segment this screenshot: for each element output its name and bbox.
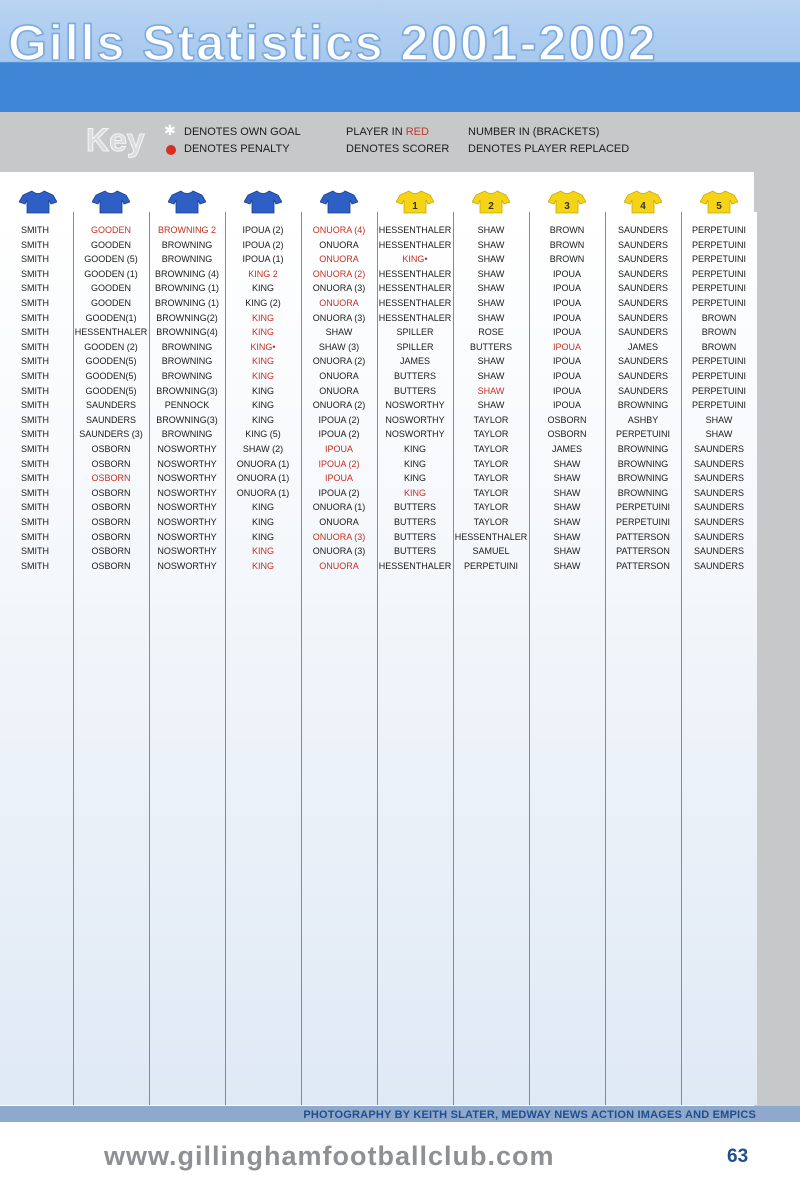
table-cell: GOODEN(5) xyxy=(85,371,137,381)
table-cell: BROWNING (4) xyxy=(155,268,219,279)
table-cell: SPILLER xyxy=(396,341,434,352)
table-cell: SAUNDERS xyxy=(85,400,136,411)
table-cell: BUTTERS xyxy=(393,502,436,513)
table-cell: KING xyxy=(251,546,274,557)
table-cell: PENNOCK xyxy=(164,400,210,411)
blue-shirt-icon xyxy=(244,190,282,214)
table-cell: SAUNDERS xyxy=(617,327,668,338)
blue-shirt-icon xyxy=(168,190,206,214)
table-cell: ONUORA xyxy=(319,254,359,265)
blue-shirt-icon xyxy=(92,190,130,214)
table-cell: KING xyxy=(251,312,274,323)
table-cell: KING xyxy=(251,371,274,381)
table-cell: BROWNING xyxy=(617,400,669,411)
yellow-shirt-icon xyxy=(700,190,738,214)
key-heading: Key xyxy=(86,122,145,158)
table-cell: BROWNING(4) xyxy=(156,327,218,338)
table-cell: GOODEN xyxy=(90,225,131,235)
table-cell: BROWNING xyxy=(617,444,669,454)
table-cell: KING xyxy=(251,517,274,527)
table-cell: KING• xyxy=(250,341,276,352)
table-cell: PERPETUINI xyxy=(691,298,746,308)
table-cell: SHAW xyxy=(553,487,581,498)
table-cell: PERPETUINI xyxy=(615,502,670,513)
table-cell: JAMES xyxy=(551,444,582,454)
key-number-in: NUMBER IN (BRACKETS) xyxy=(468,126,600,138)
blue-shirt-icon xyxy=(320,190,358,214)
table-cell: NOSWORTHY xyxy=(157,473,217,484)
table-cell: PATTERSON xyxy=(616,560,670,571)
table-cell: TAYLOR xyxy=(473,517,509,527)
table-cell: SHAW xyxy=(553,473,581,484)
table-cell: HESSENTHALER xyxy=(378,268,452,279)
table-cell: HESSENTHALER xyxy=(454,531,528,542)
table-cell: OSBORN xyxy=(91,458,131,469)
table-cell: HESSENTHALER xyxy=(378,312,452,323)
table-cell: GOODEN xyxy=(90,298,131,308)
table-cell: KING xyxy=(403,487,426,498)
table-cell: IPOUA xyxy=(552,400,581,411)
table-cell: SHAW xyxy=(553,502,581,513)
table-cell: SHAW xyxy=(477,298,505,308)
table-cell: KING xyxy=(251,356,274,367)
table-cell: SAUNDERS xyxy=(617,356,668,367)
page-title: Gills Statistics 2001-2002 xyxy=(8,15,658,71)
table-cell: IPOUA (2) xyxy=(318,458,360,469)
table-cell: NOSWORTHY xyxy=(157,458,217,469)
table-cell: IPOUA (2) xyxy=(242,225,284,235)
table-cell: NOSWORTHY xyxy=(157,487,217,498)
table-cell: IPOUA (2) xyxy=(242,239,284,250)
table-cell: SMITH xyxy=(21,268,49,279)
table-cell: ONUORA (1) xyxy=(236,458,290,469)
table-cell: TAYLOR xyxy=(473,487,509,498)
table-cell: IPOUA xyxy=(552,341,581,352)
table-cell: SAUNDERS xyxy=(617,268,668,279)
table-cell: KING xyxy=(403,444,426,454)
shirt-number: 1 xyxy=(412,201,418,212)
table-cell: ONUORA (2) xyxy=(312,268,366,279)
table-cell: BROWNING xyxy=(161,239,213,250)
table-cell: SAUNDERS xyxy=(85,414,136,425)
table-cell: TAYLOR xyxy=(473,473,509,484)
table-cell: NOSWORTHY xyxy=(157,517,217,527)
table-cell: GOODEN xyxy=(90,239,131,250)
table-cell: ROSE xyxy=(478,327,504,338)
table-cell: SHAW xyxy=(553,531,581,542)
table-cell: BUTTERS xyxy=(393,531,436,542)
table-cell: SHAW xyxy=(477,283,505,294)
table-cell: GOODEN xyxy=(90,283,131,294)
table-cell: ONUORA xyxy=(319,371,359,381)
table-cell: SAUNDERS xyxy=(693,473,744,484)
table-cell: KING (2) xyxy=(245,298,281,308)
table-cell: SAUNDERS xyxy=(617,371,668,381)
table-cell: TAYLOR xyxy=(473,502,509,513)
table-cell: ONUORA (3) xyxy=(312,312,366,323)
table-cell: GOODEN (2) xyxy=(84,341,138,352)
table-cell: BROWN xyxy=(549,254,585,265)
table-cell: SMITH xyxy=(21,487,49,498)
key-penalty: DENOTES PENALTY xyxy=(184,143,290,155)
table-cell: ASHBY xyxy=(627,414,659,425)
page-number: 63 xyxy=(727,1146,749,1167)
table-cell: SHAW xyxy=(477,385,505,396)
key-player-in-red xyxy=(346,126,429,138)
own-goal-star-icon: ✱ xyxy=(164,122,176,138)
table-cell: SHAW (3) xyxy=(318,341,360,352)
table-cell: ONUORA (2) xyxy=(312,400,366,411)
table-cell: OSBORN xyxy=(547,429,587,440)
table-cell: OSBORN xyxy=(91,517,131,527)
table-cell: SAUNDERS xyxy=(693,531,744,542)
table-cell: SMITH xyxy=(21,356,49,367)
table-cell: SMITH xyxy=(21,517,49,527)
table-cell: SMITH xyxy=(21,283,49,294)
table-cell: KING• xyxy=(402,254,428,265)
table-cell: SAMUEL xyxy=(472,546,510,557)
table-cell: BUTTERS xyxy=(393,385,436,396)
table-cell: BROWNING xyxy=(161,254,213,265)
table-cell: IPOUA xyxy=(552,385,581,396)
table-cell: SHAW xyxy=(553,546,581,557)
table-cell: PATTERSON xyxy=(616,546,670,557)
table-cell: BROWNING(3) xyxy=(156,385,218,396)
table-cell: GOODEN(5) xyxy=(85,385,137,396)
table-cell: SMITH xyxy=(21,225,49,235)
table-cell: GOODEN (5) xyxy=(84,254,138,265)
table-cell: KING xyxy=(251,283,274,294)
yellow-shirt-icon xyxy=(396,190,434,214)
table-cell: BROWNING xyxy=(161,356,213,367)
table-cell: BROWNING(3) xyxy=(156,414,218,425)
table-cell: PERPETUINI xyxy=(691,283,746,294)
table-cell: SHAW xyxy=(325,327,353,338)
table-cell: SAUNDERS xyxy=(617,239,668,250)
table-cell: KING 2 xyxy=(248,268,278,279)
table-cell: HESSENTHALER xyxy=(378,298,452,308)
table-cell: SMITH xyxy=(21,371,49,381)
table-cell: OSBORN xyxy=(91,487,131,498)
table-cell: SAUNDERS xyxy=(693,546,744,557)
table-cell: SMITH xyxy=(21,385,49,396)
table-cell: TAYLOR xyxy=(473,414,509,425)
table-cell: OSBORN xyxy=(91,502,131,513)
table-cell: SMITH xyxy=(21,254,49,265)
table-cell: BROWNING (1) xyxy=(155,298,219,308)
table-cell: SPILLER xyxy=(396,327,434,338)
table-cell: ONUORA (3) xyxy=(312,283,366,294)
table-cell: JAMES xyxy=(399,356,430,367)
table-cell: KING xyxy=(251,385,274,396)
table-cell: PERPETUINI xyxy=(615,429,670,440)
table-cell: BROWNING 2 xyxy=(157,225,216,235)
table-cell: PERPETUINI xyxy=(691,225,746,235)
table-cell: SAUNDERS xyxy=(617,254,668,265)
table-cell: SAUNDERS xyxy=(617,312,668,323)
table-cell: KING xyxy=(403,458,426,469)
table-cell: SHAW xyxy=(477,356,505,367)
table-cell: NOSWORTHY xyxy=(157,531,217,542)
key-player-replaced: DENOTES PLAYER REPLACED xyxy=(468,143,630,155)
table-cell: BROWNING (1) xyxy=(155,283,219,294)
table-cell: BROWNING xyxy=(617,458,669,469)
table-cell: PERPETUINI xyxy=(691,385,746,396)
table-cell: IPOUA xyxy=(552,268,581,279)
table-cell: SAUNDERS xyxy=(693,458,744,469)
table-cell: SHAW xyxy=(477,239,505,250)
table-cell: HESSENTHALER xyxy=(378,560,452,571)
table-cell: SMITH xyxy=(21,312,49,323)
table-cell: BROWN xyxy=(701,327,737,338)
table-cell: SMITH xyxy=(21,429,49,440)
table-cell: SMITH xyxy=(21,458,49,469)
table-cell: IPOUA xyxy=(324,444,353,454)
table-cell: SMITH xyxy=(21,546,49,557)
table-cell: BROWN xyxy=(701,341,737,352)
key-red-word: RED xyxy=(405,126,429,138)
table-cell: PATTERSON xyxy=(616,531,670,542)
table-cell: SHAW xyxy=(553,560,581,571)
table-cell: SMITH xyxy=(21,239,49,250)
table-cell: SHAW (2) xyxy=(242,444,284,454)
yellow-shirt-icon xyxy=(548,190,586,214)
footer-url[interactable]: www.gillinghamfootballclub.com xyxy=(104,1141,555,1171)
table-cell: SHAW xyxy=(705,429,733,440)
table-cell: KING xyxy=(251,400,274,411)
table-cell: TAYLOR xyxy=(473,429,509,440)
photo-credit: PHOTOGRAPHY BY KEITH SLATER, MEDWAY NEWS ACTION IMAGES AND EMPICS xyxy=(303,1109,756,1121)
table-cell: PERPETUINI xyxy=(691,239,746,250)
table-cell: ONUORA xyxy=(319,517,359,527)
key-own-goal: DENOTES OWN GOAL xyxy=(184,126,301,138)
table-cell: IPOUA (1) xyxy=(242,254,284,265)
table-cell: ONUORA xyxy=(319,560,359,571)
table-cell: GOODEN(1) xyxy=(85,312,137,323)
table-cell: PERPETUINI xyxy=(615,517,670,527)
table-cell: HESSENTHALER xyxy=(378,225,452,235)
shirt-number: 2 xyxy=(488,201,494,212)
table-cell: OSBORN xyxy=(91,546,131,557)
table-cell: BROWN xyxy=(549,225,585,235)
shirt-number: 5 xyxy=(716,201,722,212)
key-player-in-prefix: PLAYER IN xyxy=(346,126,403,138)
table-cell: NOSWORTHY xyxy=(385,400,445,411)
table-cell: SMITH xyxy=(21,341,49,352)
table-cell: ONUORA xyxy=(319,298,359,308)
table-cell: ONUORA (1) xyxy=(312,502,366,513)
table-cell: NOSWORTHY xyxy=(385,429,445,440)
table-cell: SHAW xyxy=(477,254,505,265)
table-cell: SAUNDERS xyxy=(693,487,744,498)
table-cell: IPOUA (2) xyxy=(318,414,360,425)
table-cell: IPOUA xyxy=(552,371,581,381)
table-cell: ONUORA (1) xyxy=(236,487,290,498)
table-cell: ONUORA (1) xyxy=(236,473,290,484)
table-cell: ONUORA xyxy=(319,239,359,250)
table-cell: PERPETUINI xyxy=(691,254,746,265)
table-cell: SMITH xyxy=(21,560,49,571)
table-cell: KING xyxy=(251,560,274,571)
table-cell: BUTTERS xyxy=(393,517,436,527)
table-cell: IPOUA xyxy=(552,356,581,367)
yellow-shirt-icon xyxy=(624,190,662,214)
penalty-dot-icon xyxy=(166,145,176,155)
table-cell: BUTTERS xyxy=(393,546,436,557)
table-cell: SHAW xyxy=(553,517,581,527)
table-cell: IPOUA xyxy=(552,298,581,308)
table-cell: SHAW xyxy=(477,268,505,279)
table-cell: ONUORA (3) xyxy=(312,546,366,557)
table-cell: KING xyxy=(403,473,426,484)
table-cell: HESSENTHALER xyxy=(378,239,452,250)
table-cell: KING xyxy=(251,414,274,425)
table-cell: GOODEN (1) xyxy=(84,268,138,279)
table-cell: NOSWORTHY xyxy=(157,502,217,513)
table-cell: BROWN xyxy=(549,239,585,250)
table-cell: SMITH xyxy=(21,414,49,425)
table-cell: OSBORN xyxy=(91,560,131,571)
table-cell: PERPETUINI xyxy=(463,560,518,571)
table-cell: HESSENTHALER xyxy=(74,327,148,338)
table-cell: SHAW xyxy=(553,458,581,469)
table-cell: JAMES xyxy=(627,341,658,352)
table-cell: KING xyxy=(251,531,274,542)
table-cell: SAUNDERS xyxy=(617,298,668,308)
shirt-number: 4 xyxy=(640,201,646,212)
table-cell: BROWNING xyxy=(617,487,669,498)
table-cell: BROWNING xyxy=(617,473,669,484)
shirt-number: 3 xyxy=(564,201,570,212)
table-cell: HESSENTHALER xyxy=(378,283,452,294)
table-cell: KING (5) xyxy=(245,429,281,440)
table-cell: PERPETUINI xyxy=(691,268,746,279)
yellow-shirt-icon xyxy=(472,190,510,214)
table-cell: BUTTERS xyxy=(469,341,512,352)
table-cell: SAUNDERS xyxy=(693,444,744,454)
table-cell: SMITH xyxy=(21,473,49,484)
table-cell: BROWNING xyxy=(161,341,213,352)
table-cell: SHAW xyxy=(477,312,505,323)
table-cell: SAUNDERS xyxy=(617,385,668,396)
table-cell: ONUORA xyxy=(319,385,359,396)
table-cell: IPOUA xyxy=(552,327,581,338)
table-cell: BROWN xyxy=(701,312,737,323)
table-cell: OSBORN xyxy=(91,444,131,454)
blue-shirt-icon xyxy=(19,190,57,214)
table-cell: SMITH xyxy=(21,327,49,338)
table-cell: SMITH xyxy=(21,502,49,513)
table-cell: ONUORA (4) xyxy=(312,225,366,235)
table-cell: IPOUA xyxy=(324,473,353,484)
table-cell: BUTTERS xyxy=(393,371,436,381)
table-cell: SHAW xyxy=(477,400,505,411)
table-cell: SMITH xyxy=(21,531,49,542)
table-cell: BROWNING xyxy=(161,429,213,440)
table-cell: SHAW xyxy=(705,414,733,425)
table-cell: SMITH xyxy=(21,298,49,308)
table-cell: SAUNDERS xyxy=(617,283,668,294)
table-cell: IPOUA xyxy=(552,283,581,294)
table-cell: OSBORN xyxy=(547,414,587,425)
table-cell: NOSWORTHY xyxy=(157,444,217,454)
table-cell: SHAW xyxy=(477,371,505,381)
table-cell: GOODEN(5) xyxy=(85,356,137,367)
key-denotes-scorer: DENOTES SCORER xyxy=(346,143,450,155)
table-cell: BROWNING xyxy=(161,371,213,381)
table-cell: NOSWORTHY xyxy=(157,560,217,571)
table-cell: SAUNDERS xyxy=(693,502,744,513)
table-cell: SAUNDERS xyxy=(693,517,744,527)
table-cell: KING xyxy=(251,327,274,338)
table-cell: IPOUA (2) xyxy=(318,429,360,440)
table-cell: NOSWORTHY xyxy=(385,414,445,425)
table-cell: OSBORN xyxy=(91,473,131,484)
table-cell: SMITH xyxy=(21,400,49,411)
table-cell: TAYLOR xyxy=(473,458,509,469)
table-cell: OSBORN xyxy=(91,531,131,542)
table-cell: SHAW xyxy=(477,225,505,235)
table-cell: PERPETUINI xyxy=(691,356,746,367)
table-cell: PERPETUINI xyxy=(691,371,746,381)
table-cell: BROWNING(2) xyxy=(156,312,218,323)
table-cell: ONUORA (2) xyxy=(312,356,366,367)
table-cell: NOSWORTHY xyxy=(157,546,217,557)
table-cell: IPOUA xyxy=(552,312,581,323)
table-cell: PERPETUINI xyxy=(691,400,746,411)
table-cell: SMITH xyxy=(21,444,49,454)
table-cell: KING xyxy=(251,502,274,513)
table-cell: SAUNDERS (3) xyxy=(79,429,143,440)
table-cell: ONUORA (3) xyxy=(312,531,366,542)
table-cell: SAUNDERS xyxy=(693,560,744,571)
table-cell: TAYLOR xyxy=(473,444,509,454)
table-cell: IPOUA (2) xyxy=(318,487,360,498)
table-cell: SAUNDERS xyxy=(617,225,668,235)
